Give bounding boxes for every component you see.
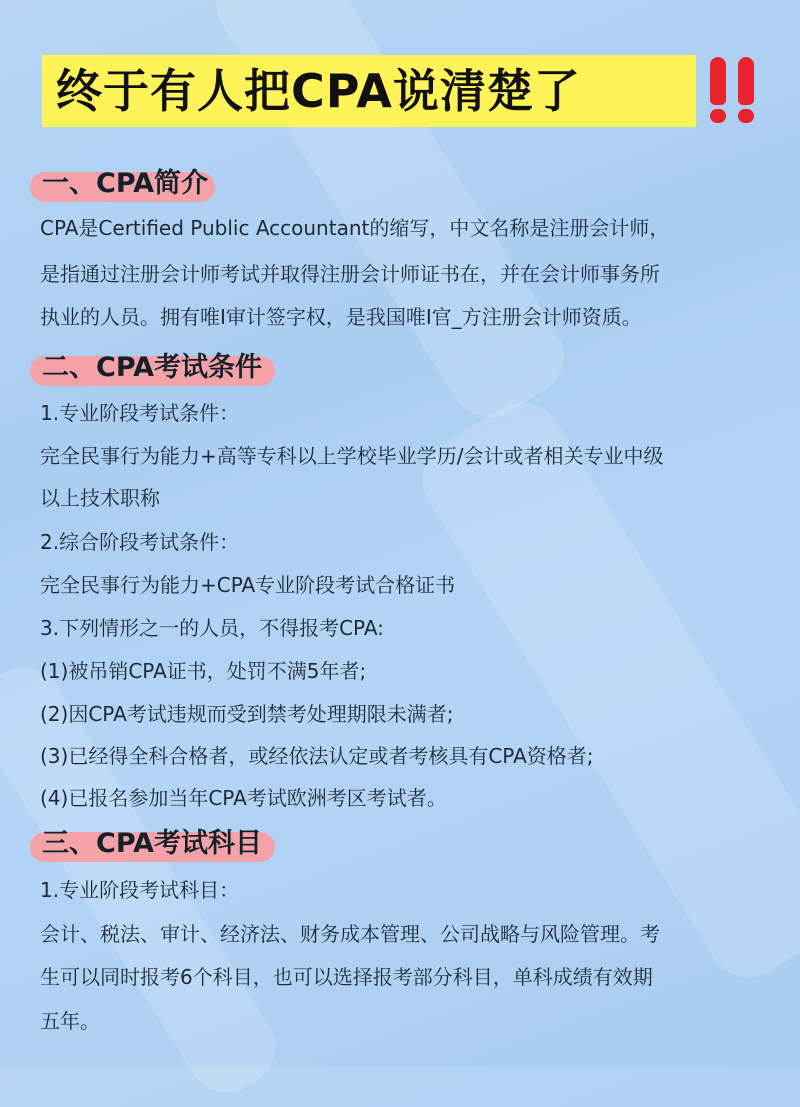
paragraph-line: 2.综合阶段考试条件： xyxy=(40,530,240,554)
paragraph-line: (2)因CPA考试违规而受到禁考处理期限未满者; xyxy=(40,702,454,726)
section-heading-text: 一、CPA简介 xyxy=(42,168,209,199)
paragraph-line: 生可以同时报考6个科目，也可以选择报考部分科目，单科成绩有效期 xyxy=(40,965,653,989)
section-heading-subjects xyxy=(30,822,262,866)
paragraph-line: 完全民事行为能力+高等专科以上学校毕业学历/会计或者相关专业中级 xyxy=(40,444,664,468)
paragraph-line: (4)已报名参加当年CPA考试欧洲考区考试者。 xyxy=(40,786,447,810)
double-exclamation-icon xyxy=(735,57,757,125)
section-heading-conditions xyxy=(30,346,262,390)
paragraph-line: 会计、税法、审计、经济法、财务成本管理、公司战略与风险管理。考 xyxy=(40,922,660,946)
paragraph-line: CPA是Certified Public Accountant的缩写，中文名称是注册会计师， xyxy=(40,216,670,240)
paragraph-line: 以上技术职称 xyxy=(40,486,160,510)
paragraph-line: 完全民事行为能力+CPA专业阶段考试合格证书 xyxy=(40,573,456,597)
paragraph-line: (3)已经得全科合格者，或经依法认定或者考核具有CPA资格者; xyxy=(40,744,594,768)
paragraph-line: (1)被吊销CPA证书，处罚不满5年者; xyxy=(40,659,367,683)
paragraph-line: 是指通过注册会计师考试并取得注册会计师证书在，并在会计师事务所 xyxy=(40,262,660,286)
paragraph-line: 1.专业阶段考试条件： xyxy=(40,401,240,425)
paragraph-line: 五年。 xyxy=(40,1009,100,1033)
paragraph-line: 执业的人员。拥有唯I审计签字权，是我国唯I官_方注册会计师资质。 xyxy=(40,305,642,329)
title-banner xyxy=(42,55,758,127)
section-heading-intro xyxy=(30,162,208,206)
page-title: 终于有人把CPA说清楚了 xyxy=(56,64,581,118)
paragraph-line: 3.下列情形之一的人员，不得报考CPA: xyxy=(40,616,384,640)
section-heading-text: 二、CPA考试条件 xyxy=(42,352,263,383)
double-exclamation-icon xyxy=(707,57,729,125)
paragraph-line: 1.专业阶段考试科目： xyxy=(40,878,240,902)
section-heading-text: 三、CPA考试科目 xyxy=(42,828,263,859)
